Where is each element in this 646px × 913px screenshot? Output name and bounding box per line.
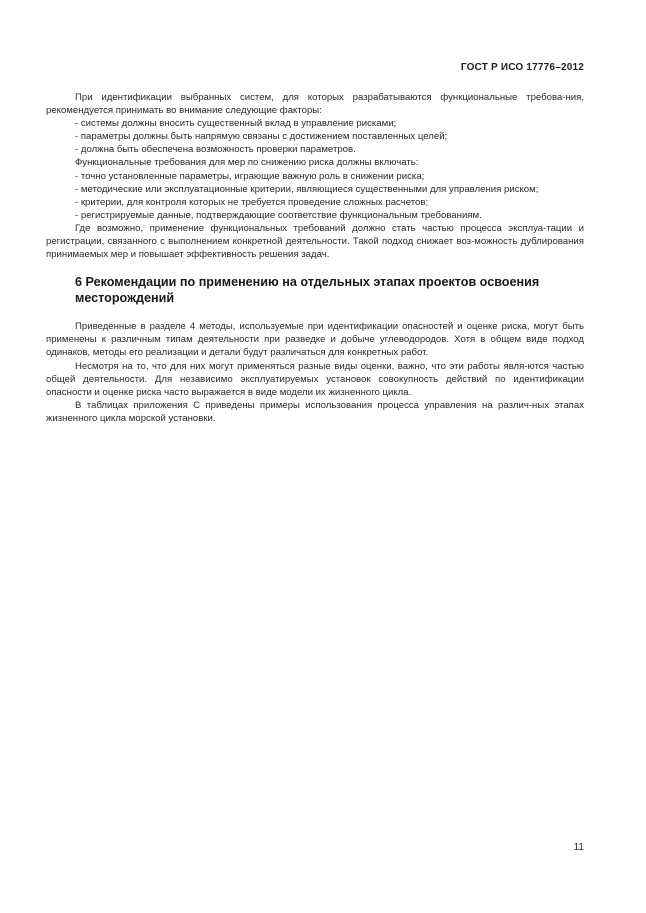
list-item: - методические или эксплуатационные критерии, являющиеся существенными для управления риском; <box>75 183 539 195</box>
list-item: - системы должны вносить существенный вклад в управление рисками; <box>75 118 397 130</box>
paragraph-where-possible: Где возможно, применение функциональных требований должно стать частью процесса эксплуа-тации и регистрации, связанного с выполнением конкретной деятельности. Такой подход снижает воз-можность дублирования принимаемых мер и повышает эффективность решения задач. <box>46 222 584 261</box>
list-item: - параметры должны быть напрямую связаны с достижением поставленных целей; <box>75 131 448 143</box>
list-item: - регистрируемые данные, подтверждающие соответствие функциональным требованиям. <box>75 209 482 221</box>
page-content <box>46 91 584 425</box>
paragraph-intro: При идентификации выбранных систем, для которых разрабатываются функциональные требова-ния, рекомендуется принимать во внимание следующие факторы: <box>46 92 584 117</box>
section-paragraph: Приведенные в разделе 4 методы, используемые при идентификации опасностей и оценке риска, могут быть применены к различным типам деятельности при разведке и добыче углеводородов. Хотя в общем виде подход одинаков, методы его реализации и детали будут различаться для конкретных работ. <box>46 321 584 359</box>
list-item: - критерии, для контроля которых не требуется проведение сложных расчетов; <box>75 196 429 208</box>
section-paragraph: Несмотря на то, что для них могут применяться разные виды оценки, важно, что эти работы явля-ются частью общей деятельности. Для независимо эксплуатируемых установок совокупность действий по идентификации опасности и оценке риска часто выражается в виде модели их жизненного цикла. <box>46 360 584 398</box>
section-paragraph: В таблицах приложения С приведены примеры использования процесса управления на различ-ных этапах жизненного цикла морской установки. <box>46 399 584 424</box>
paragraph-functional-requirements: Функциональные требования для мер по снижению риска должны включать: <box>75 157 419 169</box>
list-item: - точно установленные параметры, играющие важную роль в снижении риска; <box>75 170 425 182</box>
page-number: 11 <box>573 842 584 853</box>
section-heading: 6 Рекомендации по применению на отдельных этапах проектов освоения месторождений <box>75 275 540 305</box>
list-item: - должна быть обеспечена возможность проверки параметров. <box>75 144 356 156</box>
standard-code: ГОСТ Р ИСО 17776–2012 <box>460 62 584 73</box>
